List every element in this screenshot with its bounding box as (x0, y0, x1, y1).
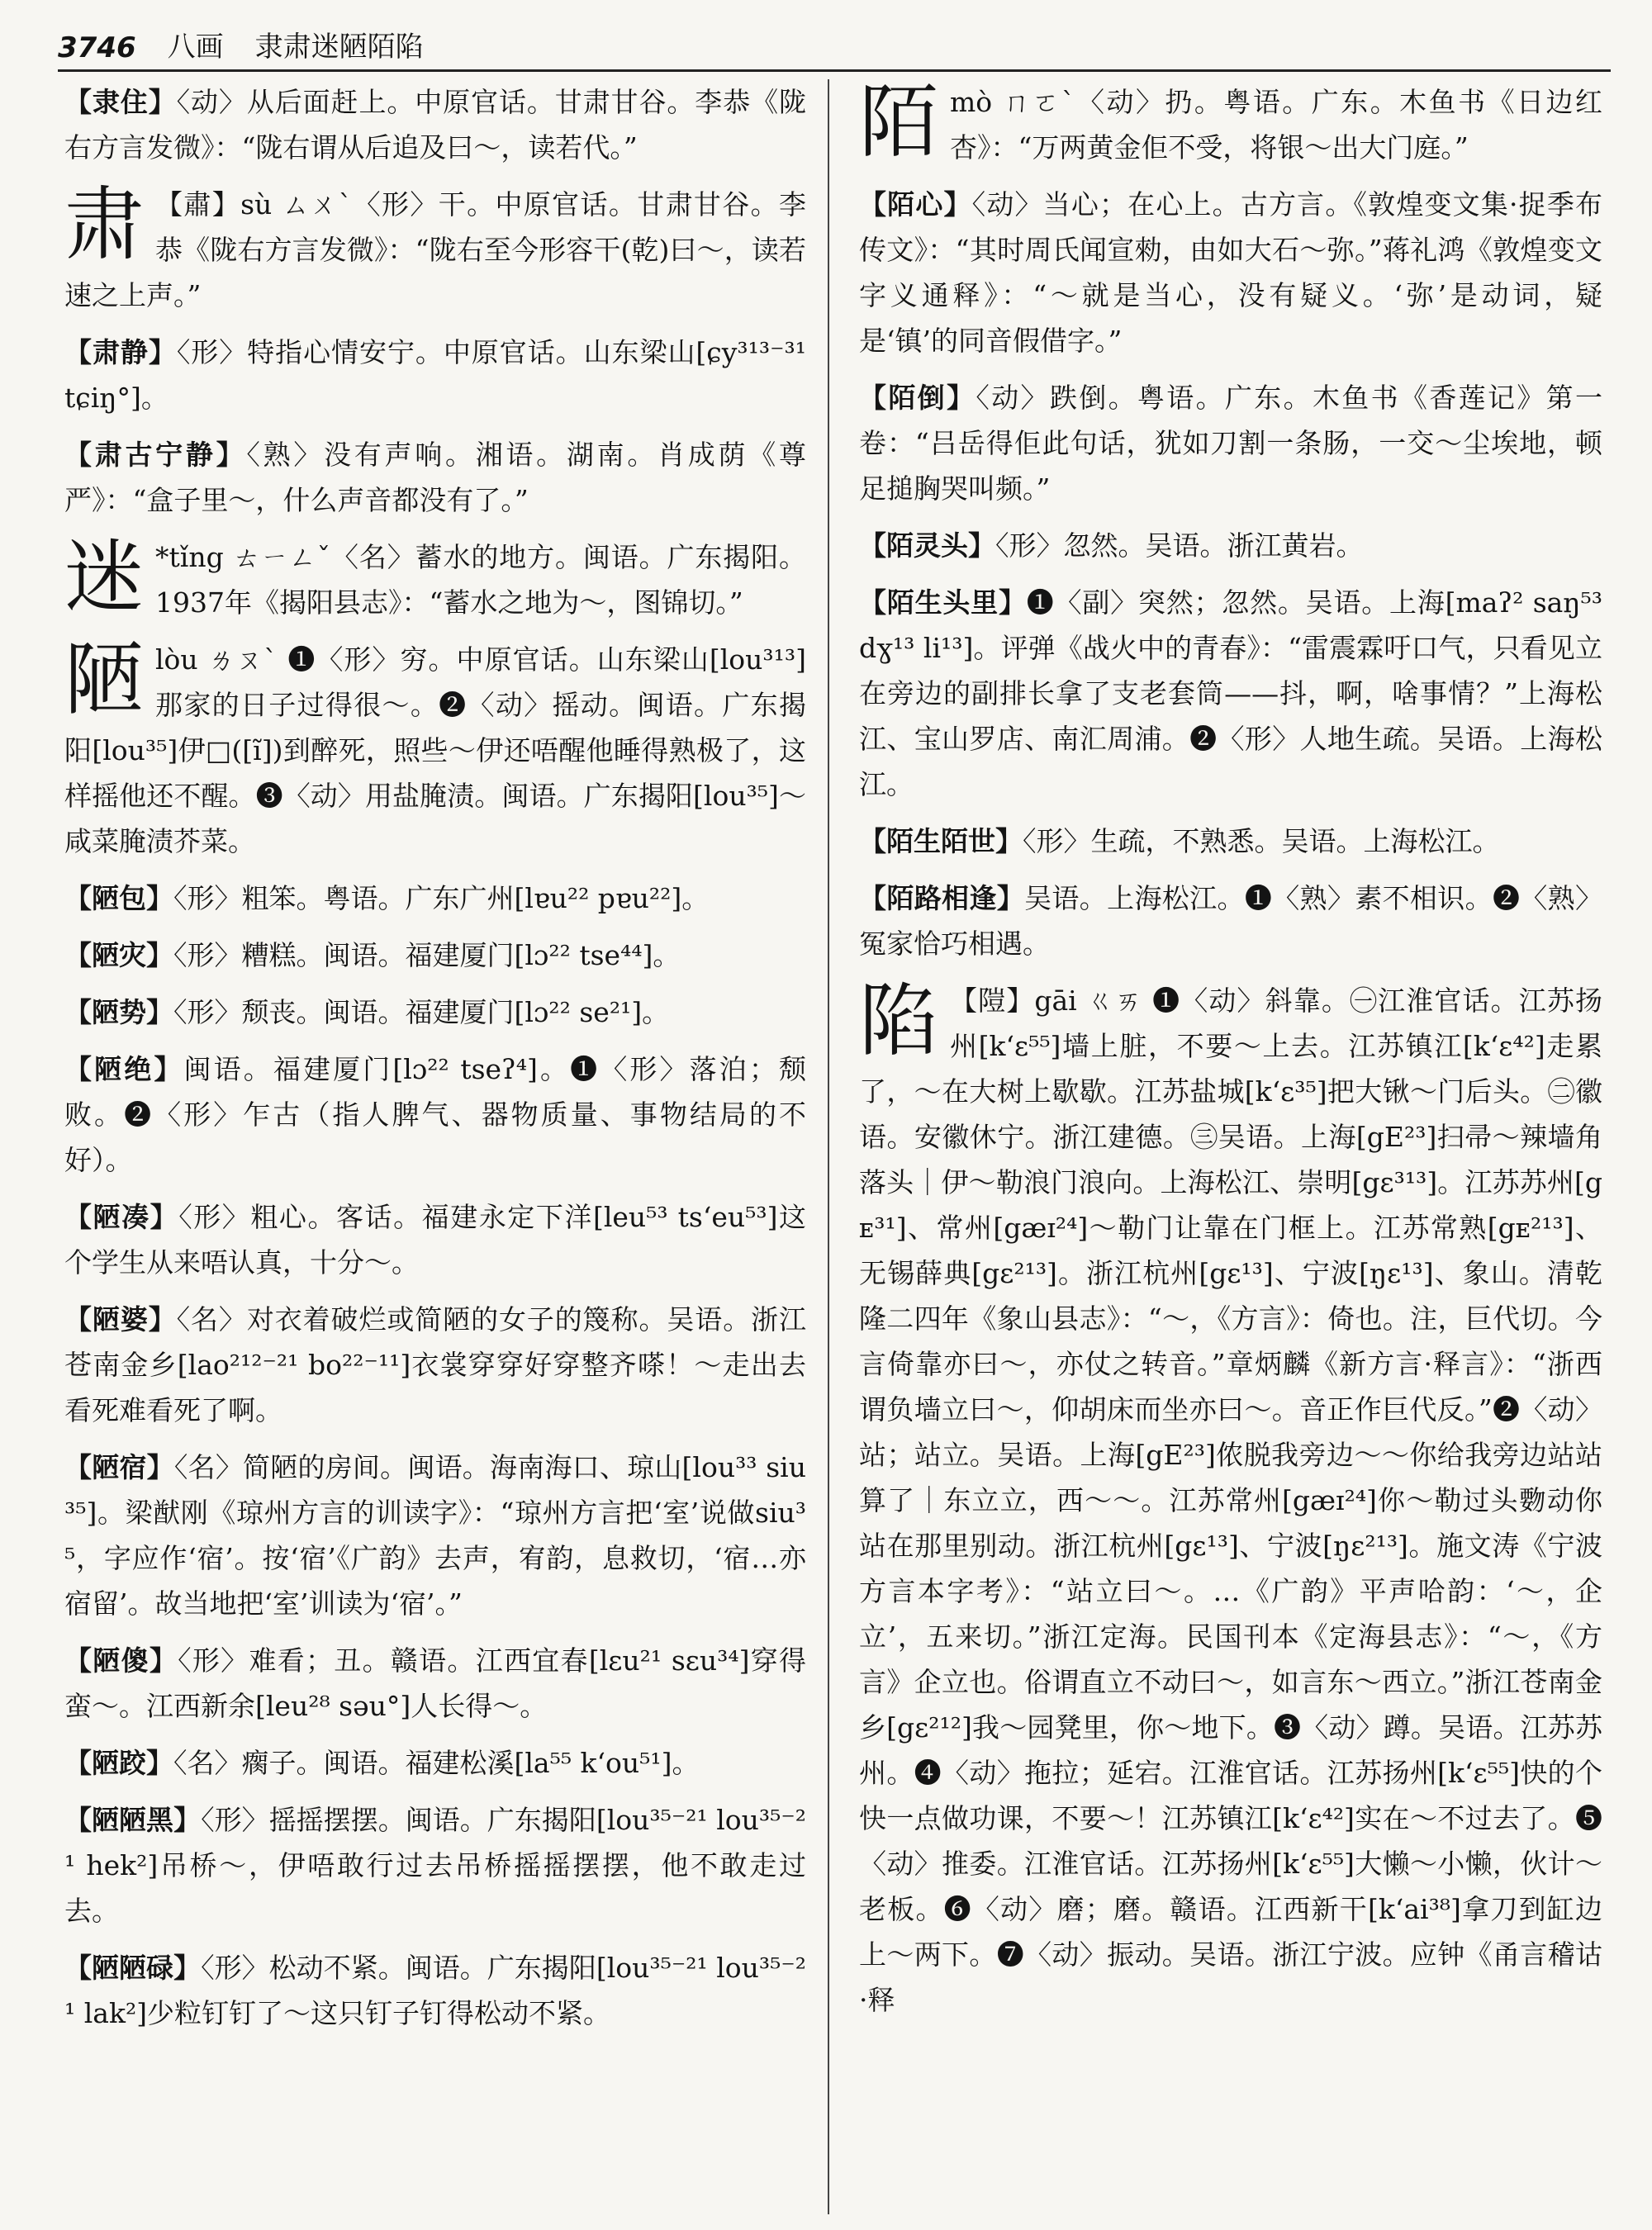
head-character: 迷 (64, 531, 144, 624)
entry-text: 〈形〉忽然。吴语。浙江黄岩。 (995, 529, 1364, 562)
header-characters: 隶肃迷陋陌陷 (254, 31, 424, 64)
dictionary-entry (64, 1638, 806, 1729)
dictionary-entry (859, 182, 1602, 363)
entry-text: 〈动〉跌倒。粤语。广东。木鱼书《香莲记》第一卷：“吕岳得佢此句话，犹如刀割一条肠，一交～尘埃地，顿足搥胸哭叫频。” (859, 382, 1603, 505)
entry-paragraph (859, 580, 1602, 807)
dictionary-entry (859, 523, 1602, 568)
entry-text: lòu ㄌㄡˋ ❶〈形〉穷。中原官话。山东梁山[lou³¹³]那家的日子过得很～。❷〈动〉摇动。闽语。广东揭阳[lou³⁵]伊□([ĩ])到醉死，照些～伊还唔醒他睡得熟极了，这样摇他还不醒。❸〈动〉用盐腌渍。闽语。广东揭阳[lou³⁵]～咸菜腌渍芥菜。 (64, 643, 806, 857)
entry-paragraph (64, 178, 806, 318)
entry-paragraph (859, 375, 1602, 511)
dictionary-entry (859, 818, 1602, 864)
dictionary-entry (64, 875, 806, 921)
entry-headword: 【陌生头里】 (859, 586, 1027, 619)
dictionary-entry (859, 580, 1602, 807)
entry-headword: 【陌生陌世】 (859, 825, 1023, 857)
dictionary-entry (64, 1740, 806, 1786)
entry-text: 〈形〉糟糕。闽语。福建厦门[lɔ²² tse⁴⁴]。 (173, 939, 681, 971)
dictionary-entry (64, 79, 806, 170)
entry-headword: 【陌心】 (859, 188, 972, 221)
entry-paragraph (64, 1445, 806, 1626)
entry-text: 〈名〉对衣着破烂或简陋的女子的篾称。吴语。浙江苍南金乡[lao²¹²⁻²¹ bo²²⁻¹¹]衣裳穿穿好穿整齐嗏！～走出去看死难看死了啊。 (64, 1303, 807, 1426)
dictionary-entry (859, 375, 1602, 511)
entry-headword: 【陋宿】 (64, 1451, 174, 1483)
entry-headword: 【隶住】 (64, 86, 177, 118)
entry-paragraph (64, 875, 806, 921)
entry-text: 闽语。福建厦门[lɔ²² tseʔ⁴]。❶〈形〉落泊；颓败。❷〈形〉乍古（指人脾气、器物质量、事物结局的不好）。 (64, 1053, 806, 1176)
entry-text: 〈形〉粗笨。粤语。广东广州[lɐu²² pɐu²²]。 (173, 882, 710, 914)
entry-paragraph (859, 182, 1602, 363)
entry-text: 〈名〉瘸子。闽语。福建松溪[la⁵⁵ k‘ou⁵¹]。 (173, 1747, 700, 1779)
entry-paragraph (859, 76, 1602, 170)
dictionary-entry (64, 1445, 806, 1626)
entry-text: 〈形〉特指心情安宁。中原官话。山东梁山[ɕy³¹³⁻³¹ tɕiŋ°]。 (64, 336, 806, 414)
entry-headword: 【陋凑】 (64, 1201, 179, 1233)
entry-headword: 【陋势】 (64, 996, 173, 1028)
head-character: 肃 (64, 178, 144, 271)
entry-paragraph (64, 1945, 806, 2036)
entry-text: 〈形〉摇摇摆摆。闽语。广东揭阳[lou³⁵⁻²¹ lou³⁵⁻²¹ hek²]吊桥～，伊唔敢行过去吊桥摇摇摆摆，他不敢走过去。 (64, 1804, 807, 1927)
left-column (64, 79, 806, 2047)
header-rule (58, 69, 1611, 72)
dictionary-entry (64, 932, 806, 978)
dictionary-entry (859, 875, 1602, 966)
entry-text: 〈形〉难看；丑。赣语。江西宜春[lɛu²¹ sɛu³⁴]穿得蛮～。江西新余[leu²⁸ səu°]人长得～。 (64, 1644, 807, 1722)
head-character: 陌 (859, 76, 938, 168)
entry-headword: 【陋陋黑】 (64, 1804, 202, 1836)
head-character-entry (64, 633, 806, 864)
entry-text: 〈形〉生疏，不熟悉。吴语。上海松江。 (1023, 825, 1500, 857)
entry-paragraph (64, 932, 806, 978)
entry-text: 〈熟〉没有声响。湘语。湖南。肖成荫《尊严》：“盒子里～，什么声音都没有了。” (64, 439, 807, 516)
head-character: 陷 (859, 975, 938, 1067)
entry-headword: 【陌灵头】 (859, 529, 995, 562)
dictionary-entry (64, 1945, 806, 2036)
entry-text: 【肅】sù ㄙㄨˋ〈形〉干。中原官话。甘肃甘谷。李恭《陇右方言发微》：“陇右至今形容干(乾)曰～，读若速之上声。” (64, 188, 806, 311)
entry-headword: 【陌倒】 (859, 382, 976, 414)
dictionary-entry (64, 1194, 806, 1285)
section-label: 八画 (167, 31, 224, 64)
entry-text: 〈动〉当心；在心上。古方言。《敦煌变文集·捉季布传文》：“其时周氏闻宣勑，由如大石～弥。”蒋礼鸿《敦煌变文字义通释》：“～就是当心，没有疑义。‘弥’是动词，疑是‘镇’的同音假借字。” (859, 188, 1602, 357)
entry-paragraph (64, 79, 806, 170)
entry-text: 〈形〉松动不紧。闽语。广东揭阳[lou³⁵⁻²¹ lou³⁵⁻²¹ lak²]少粒钉钉了～这只钉子钉得松动不紧。 (64, 1952, 807, 2029)
column-divider (828, 79, 829, 2214)
entry-text: 〈形〉颓丧。闽语。福建厦门[lɔ²² se²¹]。 (173, 996, 670, 1028)
entry-paragraph (64, 1046, 806, 1183)
entry-paragraph (64, 432, 806, 523)
head-character-entry (859, 76, 1602, 170)
entry-paragraph (64, 989, 806, 1035)
dictionary-entry (64, 989, 806, 1035)
entry-paragraph (64, 633, 806, 864)
entry-paragraph (859, 975, 1602, 2023)
entry-headword: 【陋包】 (64, 882, 173, 914)
entry-text: *tǐng ㄊㄧㄥˇ〈名〉蓄水的地方。闽语。广东揭阳。1937年《揭阳县志》：“蓄水之地为～，图锦切。” (155, 541, 806, 619)
right-column (859, 76, 1603, 2034)
entry-text: 〈动〉从后面赶上。中原官话。甘肃甘谷。李恭《陇右方言发微》：“陇右谓从后追及曰～，读若代。” (64, 86, 807, 164)
entry-paragraph (64, 1297, 806, 1433)
entry-headword: 【陋婆】 (64, 1303, 177, 1336)
entry-paragraph (859, 875, 1602, 966)
entry-text: mò ㄇㄛˋ〈动〉扔。粤语。广东。木鱼书《日边红杏》：“万两黄金佢不受，将银～出大门庭。” (950, 86, 1602, 164)
entry-text: 〈名〉简陋的房间。闽语。海南海口、琼山[lou³³ siu³⁵]。梁猷刚《琼州方言的训读字》：“琼州方言把‘室’说做siu³⁵，字应作‘宿’。按‘宿’《广韵》去声，宥韵，息救切，‘宿…亦宿留’。故当地把‘室’训读为‘宿’。” (64, 1451, 806, 1620)
entry-paragraph (64, 330, 806, 420)
entry-text: 【隑】gāi ㄍㄞ ❶〈动〉斜靠。㊀江淮官话。江苏扬州[k‘ɛ⁵⁵]墙上脏，不要～上去。江苏镇江[k‘ɛ⁴²]走累了，～在大树上歇歇。江苏盐城[k‘ɛ³⁵]把大锹～门后头。㊁徽语。安徽休宁。浙江建德。㊂吴语。上海[gE²³]扫帚～辣墙角落头｜伊～勒浪门浪向。上海松江、崇明[gɛ³¹³]。江苏苏州[gᴇ³¹]、常州[gæɪ²⁴]～勒门让靠在门框上。江苏常熟[gᴇ²¹³]、无锡薛典[gɛ²¹³]。浙江杭州[gɛ¹³]、宁波[ŋɛ¹³]、象山。清乾隆二四年《象山县志》：“～，《方言》：倚也。注，巨代切。今言倚靠亦曰～，亦仗之转音。”章炳麟《新方言·释言》：“浙西谓负墙立曰～，仰胡床而坐亦曰～。音正作巨代反。”❷〈动〉站；站立。吴语。上海[gE²³]侬脱我旁边～～你给我旁边站站算了｜东立立，西～～。江苏常州[gæɪ²⁴]你～勒过头覅动你站在那里别动。浙江杭州[gɛ¹³]、宁波[ŋɛ²¹³]。施文涛《宁波方言本字考》：“站立曰～。…《广韵》平声哈韵：‘～，企立’，五来切。”浙江定海。民国刊本《定海县志》：“～，《方言》企立也。俗谓直立不动曰～，如言东～西立。”浙江苍南金乡[gɛ²¹²]我～园凳里，你～地下。❸〈动〉蹲。吴语。江苏苏州。❹〈动〉拖拉；延宕。江淮官话。江苏扬州[k‘ɛ⁵⁵]快的个快一点做功课，不要～！江苏镇江[k‘ɛ⁴²]实在～不过去了。❺〈动〉推委。江淮官话。江苏扬州[k‘ɛ⁵⁵]大懒～小懒，伙计～老板。❻〈动〉磨；磨。赣语。江西新干[k‘ai³⁸]拿刀到缸边上～两下。❼〈动〉振动。吴语。浙江宁波。应钟《甬言稽诂·释 (859, 985, 1602, 2016)
entry-headword: 【陋傻】 (64, 1644, 178, 1677)
entry-paragraph (64, 1797, 806, 1933)
entry-paragraph (859, 818, 1602, 864)
page-header (58, 21, 1611, 64)
entry-paragraph (64, 1740, 806, 1786)
dictionary-entry (64, 1797, 806, 1933)
entry-text: 吴语。上海松江。❶〈熟〉素不相识。❷〈熟〉冤家恰巧相遇。 (859, 882, 1603, 960)
dictionary-entry (64, 330, 806, 420)
dictionary-entry (64, 432, 806, 523)
entry-headword: 【陋绝】 (64, 1053, 184, 1085)
entry-headword: 【陋跤】 (64, 1747, 173, 1779)
head-character-entry (64, 178, 806, 318)
head-character: 陋 (64, 633, 144, 726)
entry-paragraph (64, 1194, 806, 1285)
entry-headword: 【肃静】 (64, 336, 177, 368)
head-character-entry (859, 975, 1602, 2023)
entry-headword: 【陋陋碌】 (64, 1952, 202, 1984)
page-number: 3746 (58, 31, 136, 64)
head-character-entry (64, 531, 806, 625)
entry-headword: 【陌路相逢】 (859, 882, 1025, 914)
dictionary-entry (64, 1297, 806, 1433)
entry-text: ❶〈副〉突然；忽然。吴语。上海[maʔ² saŋ⁵³ dɣ¹³ li¹³]。评弹《战火中的青春》：“雷震霖吁口气，只看见立在旁边的副排长拿了支老套筒——抖，啊，啥事情？”上海松江、宝山罗店、南汇周浦。❷〈形〉人地生疏。吴语。上海松江。 (859, 586, 1603, 800)
entry-headword: 【陋灾】 (64, 939, 173, 971)
entry-paragraph (64, 1638, 806, 1729)
entry-text: 〈形〉粗心。客话。福建永定下洋[leu⁵³ ts‘eu⁵³]这个学生从来唔认真，十分～。 (64, 1201, 806, 1279)
entry-paragraph (64, 531, 806, 625)
dictionary-entry (64, 1046, 806, 1183)
entry-paragraph (859, 523, 1602, 568)
entry-headword: 【肃古宁静】 (64, 439, 247, 471)
